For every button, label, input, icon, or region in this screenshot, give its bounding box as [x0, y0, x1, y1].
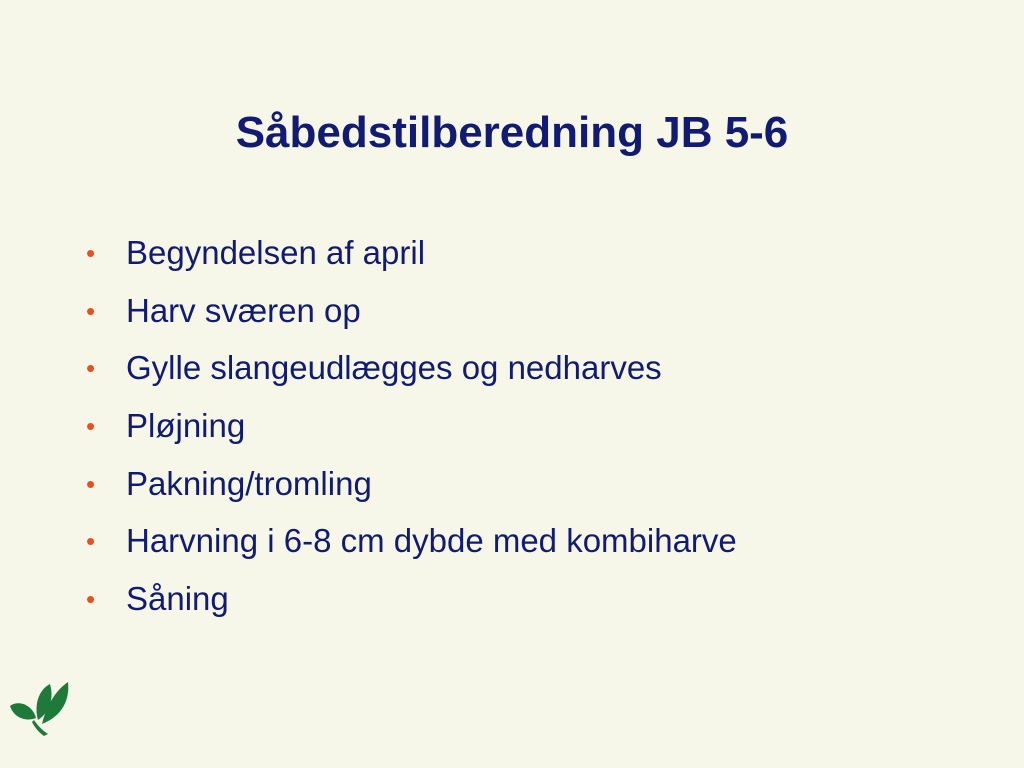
bullet-text: Gylle slangeudlægges og nedharves	[126, 349, 662, 387]
bullet-text: Pakning/tromling	[126, 464, 372, 502]
leaf-sprout-logo-icon	[8, 676, 72, 736]
bullet-text: Harv sværen op	[126, 291, 361, 329]
bullet-text: Begyndelsen af april	[126, 234, 426, 271]
bullet-icon: •	[86, 238, 96, 268]
bullet-icon: •	[86, 526, 96, 557]
leaf-left-icon	[10, 703, 36, 719]
bullet-icon: •	[86, 468, 96, 499]
bullet-text: Harvning i 6-8 cm dybde med kombiharve	[126, 522, 737, 560]
bullet-icon: •	[86, 353, 96, 384]
bullet-icon: •	[86, 295, 96, 326]
slide-title: Såbedstilberedning JB 5-6	[235, 108, 789, 157]
bullet-icon: •	[86, 584, 96, 615]
bullet-text: Pløjning	[126, 407, 246, 445]
bullet-icon: •	[86, 411, 96, 442]
bullet-text: Såning	[126, 580, 229, 618]
